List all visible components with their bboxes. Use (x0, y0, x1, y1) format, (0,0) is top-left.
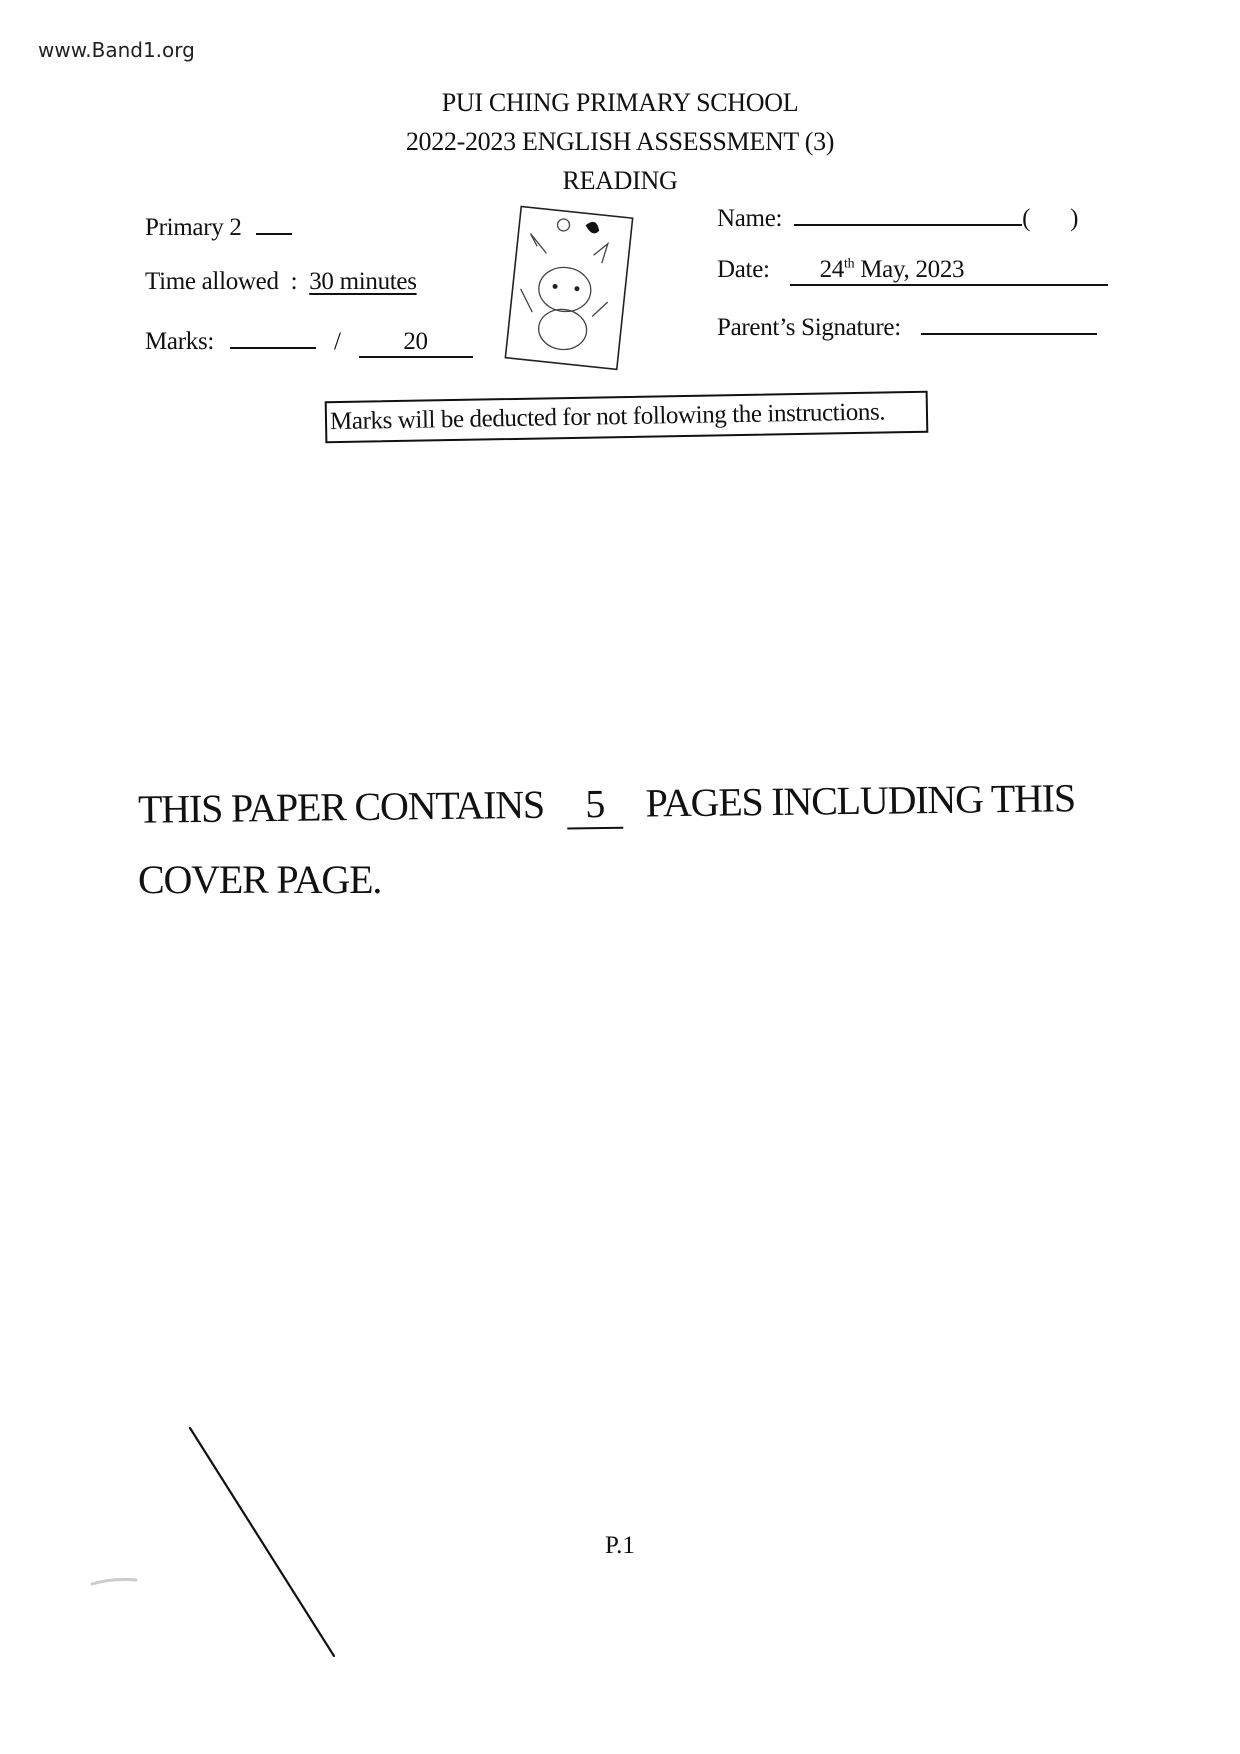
watermark-text: www.Band1.org (38, 38, 195, 62)
date-value (790, 256, 1108, 286)
name-field (717, 205, 1078, 233)
name-paren-close: ) (1070, 205, 1079, 232)
page-number: P.1 (605, 1532, 635, 1559)
date-day: 24 (819, 256, 844, 283)
marks-score-blank[interactable] (230, 343, 316, 349)
class-label: Primary 2 (145, 214, 242, 241)
marks-slash: / (333, 328, 341, 355)
page-count-value: 5 (566, 780, 623, 830)
instructions-notice: Marks will be deducted for not following the instructions. (325, 391, 929, 444)
page-count-text-before: THIS PAPER CONTAINS (137, 781, 545, 832)
signature-label: Parent’s Signature: (717, 314, 901, 341)
signature-field (717, 314, 1097, 342)
time-colon: : (290, 268, 298, 295)
class-field (145, 214, 292, 242)
name-label: Name: (717, 205, 783, 232)
marks-field (145, 328, 473, 358)
date-rest: May, 2023 (854, 256, 965, 283)
time-label: Time allowed (145, 268, 279, 295)
school-name: PUI CHING PRIMARY SCHOOL (441, 88, 799, 117)
signature-blank[interactable] (921, 329, 1097, 335)
cover-page-line: COVER PAGE. (138, 857, 382, 902)
page-count-line (138, 774, 1075, 834)
marks-label: Marks: (145, 328, 215, 355)
assessment-title: 2022-2023 ENGLISH ASSESSMENT (3) (405, 127, 835, 156)
time-value: 30 minutes (309, 268, 417, 295)
date-field (717, 256, 1108, 286)
cartoon-sticker-image (495, 198, 645, 378)
marks-total: 20 (359, 328, 473, 358)
paper-title: READING (562, 166, 678, 195)
class-blank[interactable] (256, 229, 292, 235)
date-suffix: th (844, 256, 855, 272)
page-count-text-after: PAGES INCLUDING THIS (645, 775, 1076, 826)
name-paren-open: ( (1022, 205, 1031, 232)
date-label: Date: (717, 256, 770, 283)
name-blank[interactable] (794, 220, 1022, 226)
time-allowed-field (145, 268, 417, 296)
